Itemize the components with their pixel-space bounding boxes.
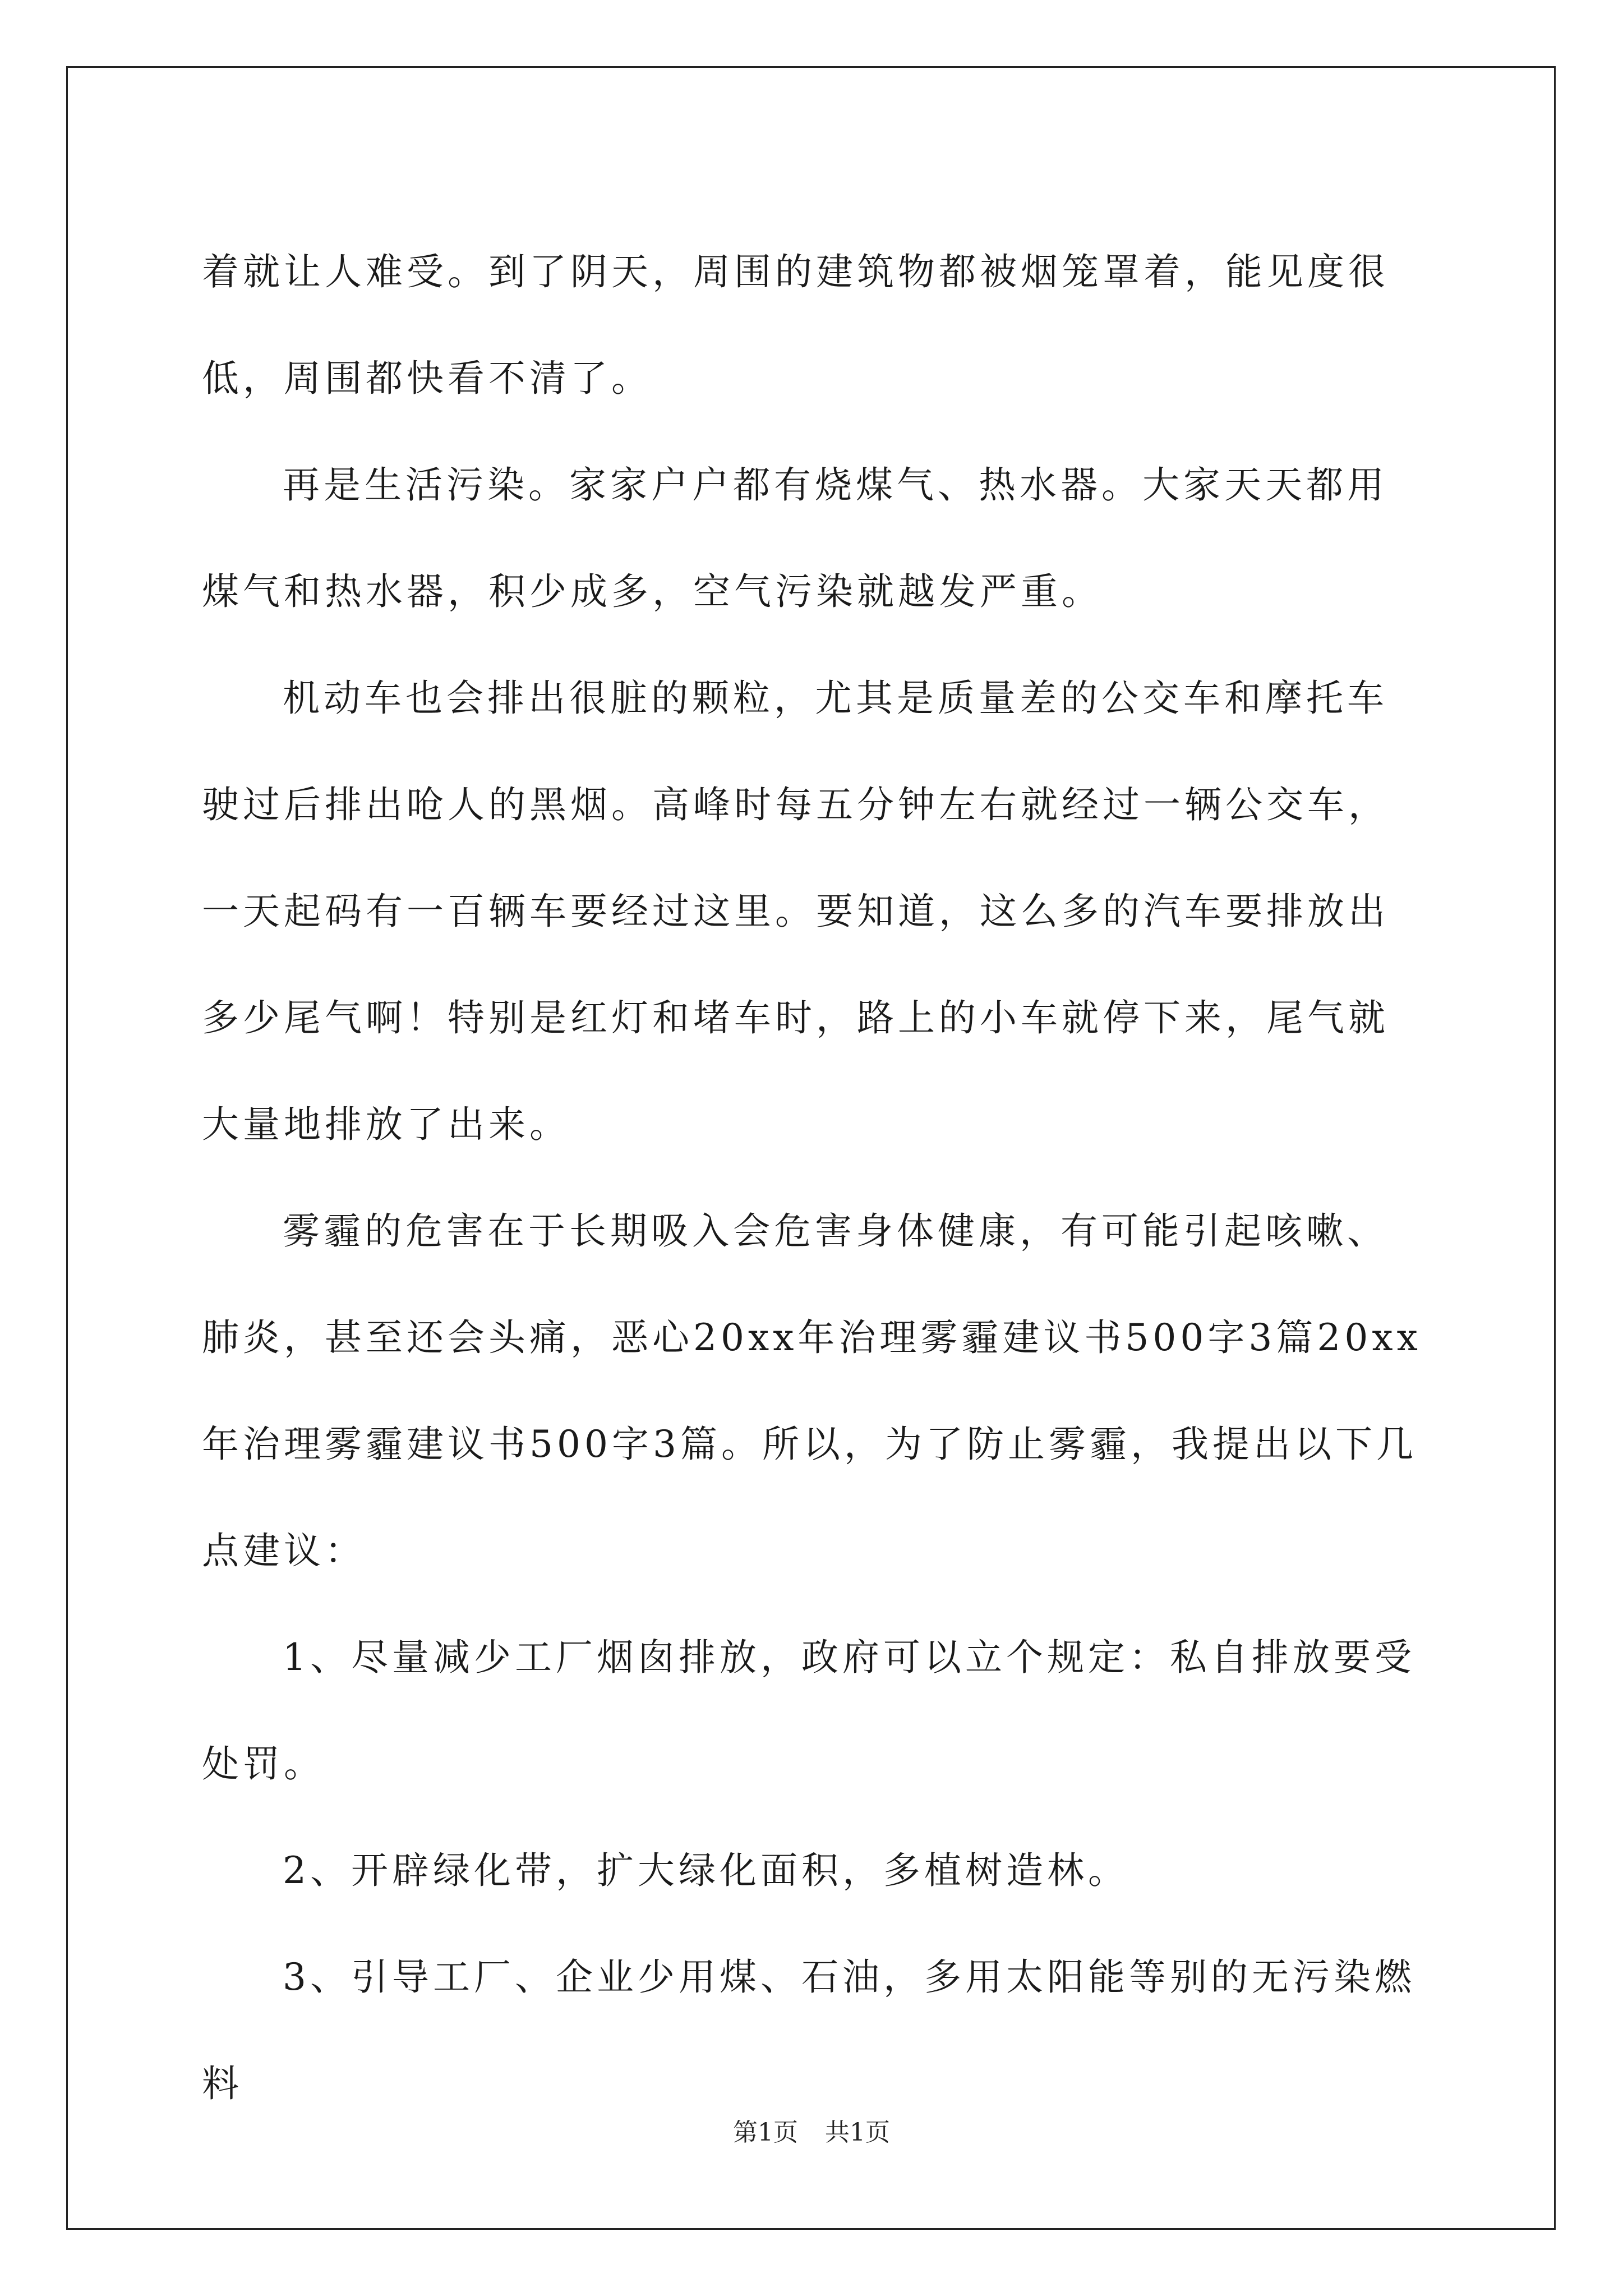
- paragraph-2: 再是生活污染。家家户户都有烧煤气、热水器。大家天天都用煤气和热水器，积少成多，空气污染就越发严重。: [202, 463, 1388, 613]
- document-body: [202, 219, 1424, 2137]
- paragraph-3: 机动车也会排出很脏的颗粒，尤其是质量差的公交车和摩托车驶过后排出呛人的黑烟。高峰时每五分钟左右就经过一辆公交车，一天起码有一百辆车要经过这里。要知道，这么多的汽车要排放出多少尾气啊！特别是红灯和堵车时，路上的小车就停下来，尾气就大量地排放了出来。: [202, 677, 1389, 1146]
- page-total: 共1页: [825, 2118, 890, 2147]
- list-item-2: 2、开辟绿化带，扩大绿化面积，多植树造林。: [283, 1849, 1129, 1892]
- page-footer: [0, 2112, 1623, 2148]
- list-item-3: 3、引导工厂、企业少用煤、石油，多用太阳能等别的无污染燃料: [202, 1955, 1415, 2105]
- page-number: 第1页: [733, 2118, 798, 2147]
- paragraph-1: 着就让人难受。到了阴天，周围的建筑物都被烟笼罩着，能见度很低，周围都快看不清了。: [202, 250, 1389, 400]
- list-item-1: 1、尽量减少工厂烟囱排放，政府可以立个规定：私自排放要受处罚。: [202, 1636, 1415, 1786]
- paragraph-4: 雾霾的危害在于长期吸入会危害身体健康，有可能引起咳嗽、肺炎，甚至还会头痛，恶心20xx年治理雾霾建议书500字3篇20xx年治理雾霾建议书500字3篇。所以，为了防止雾霾，我提出以下几点建议：: [202, 1209, 1422, 1572]
